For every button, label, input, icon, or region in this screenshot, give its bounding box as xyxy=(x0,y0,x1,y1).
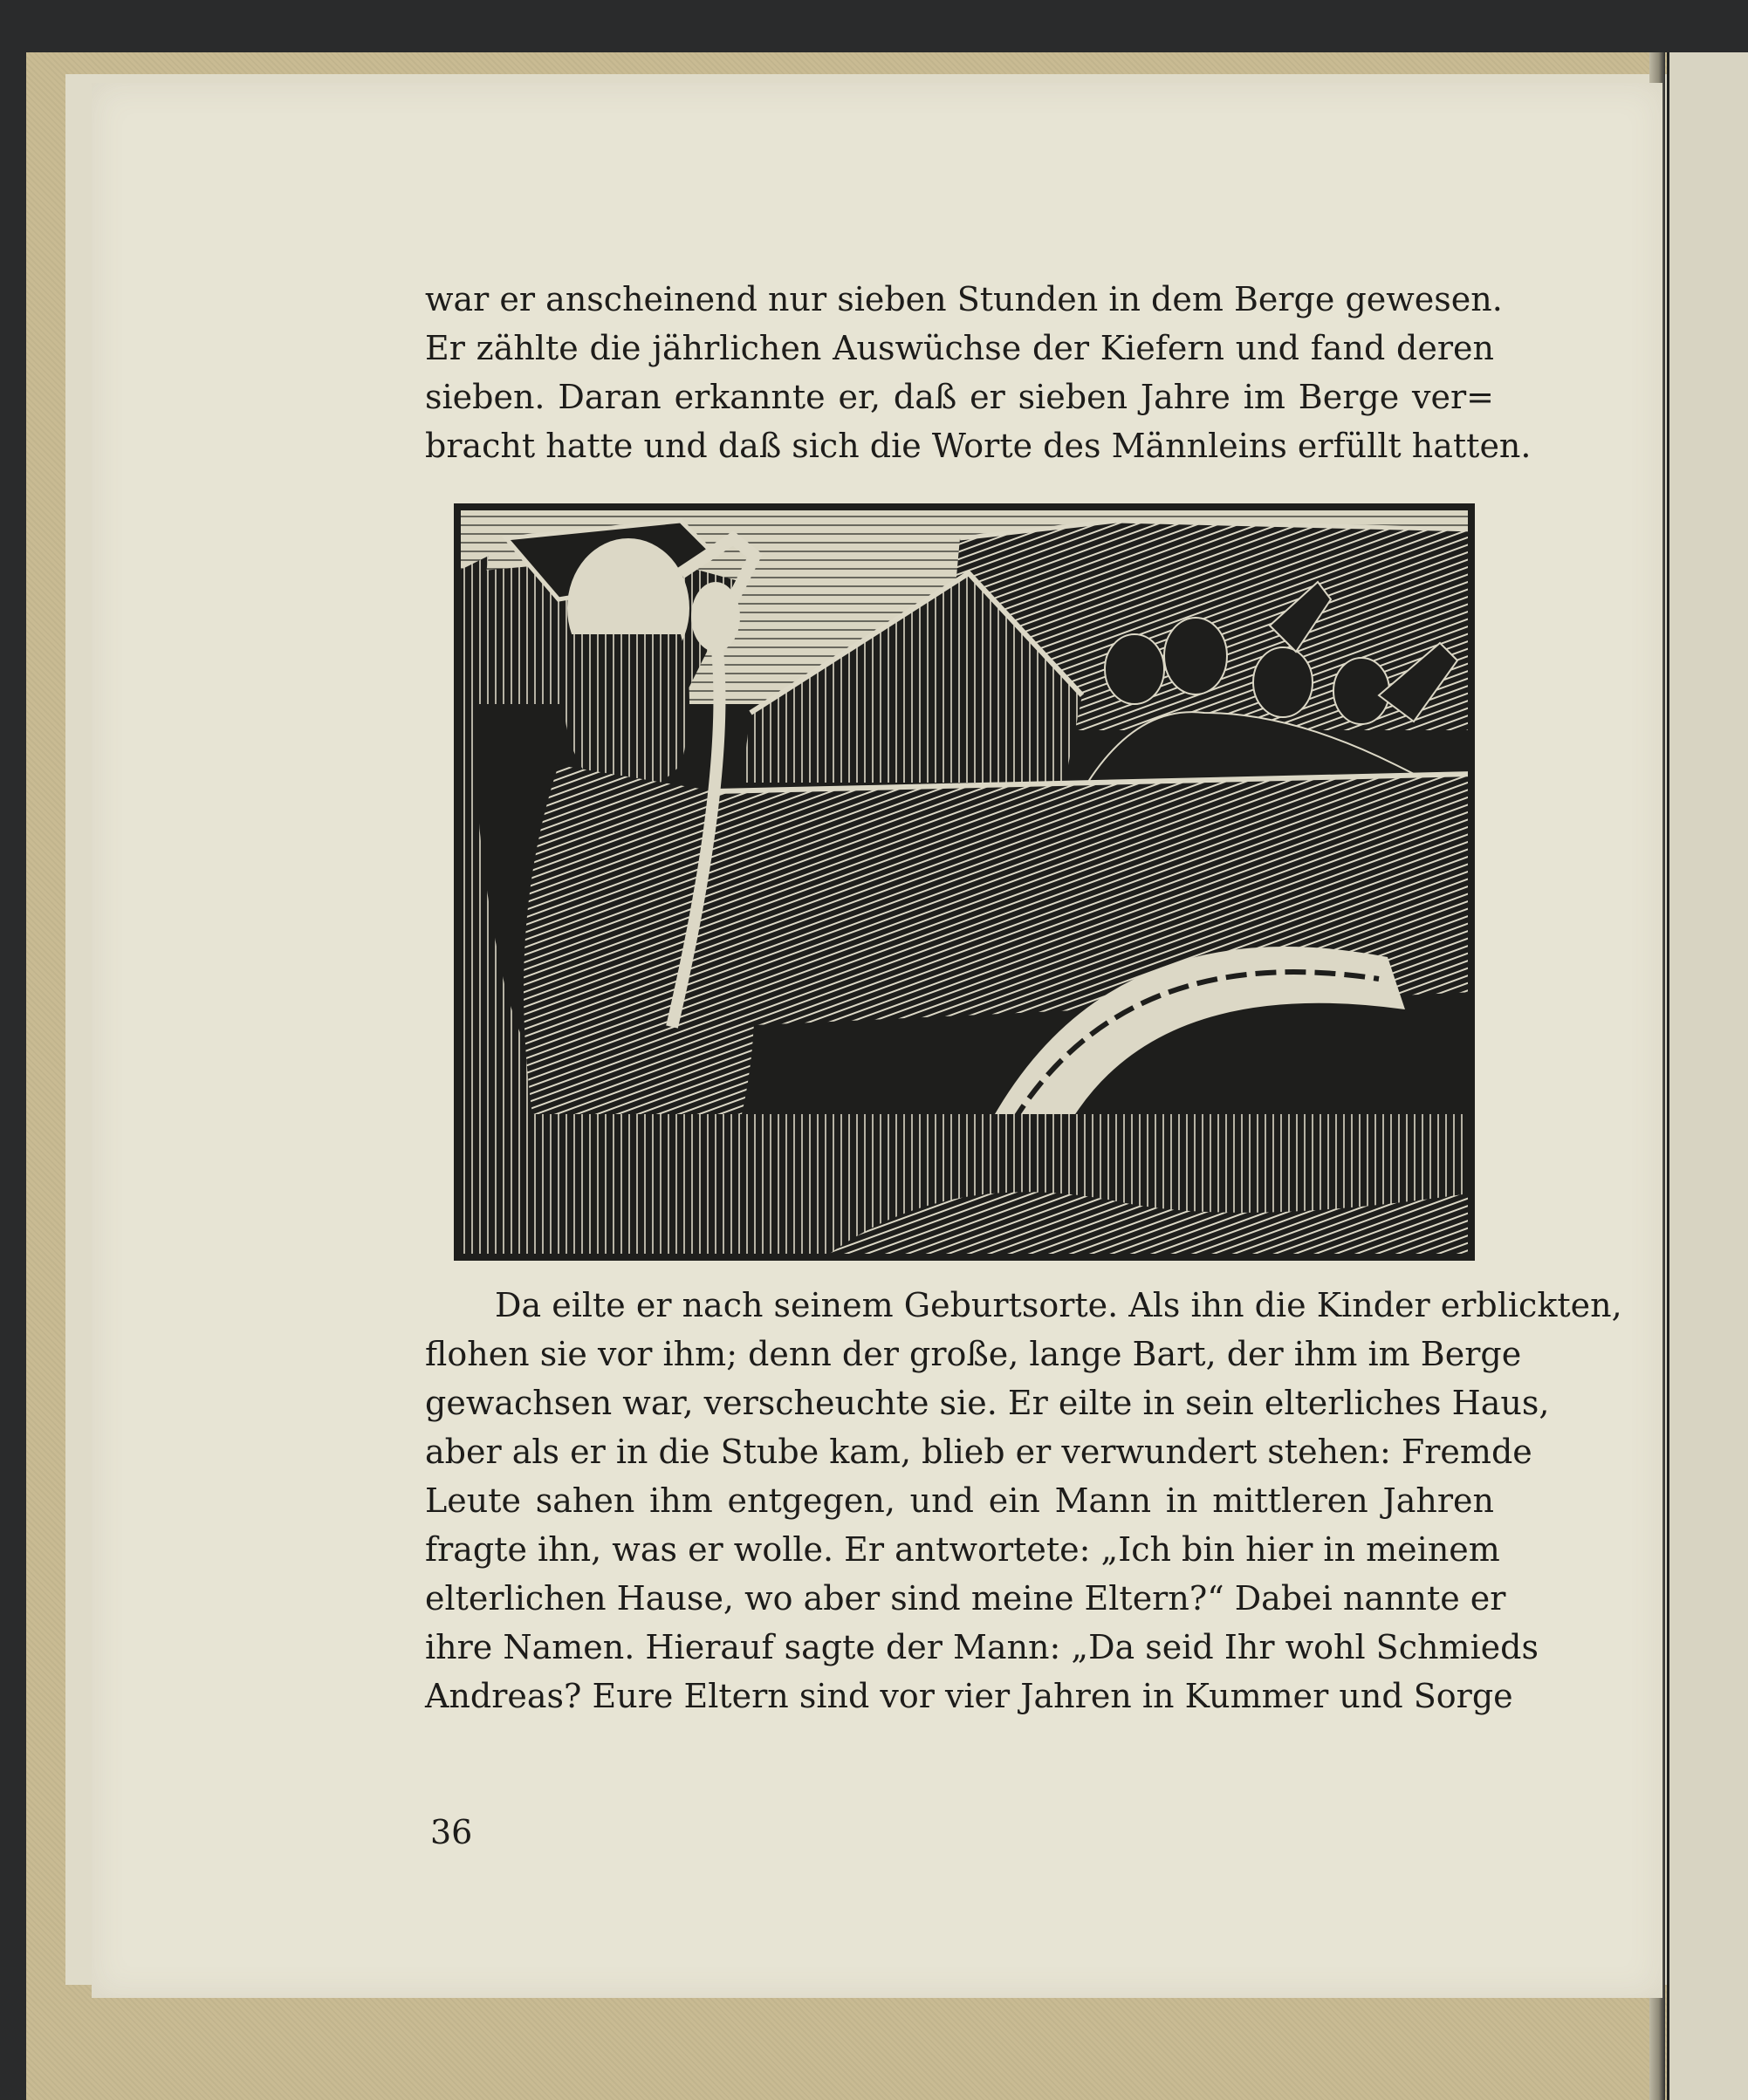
bottom-paragraph xyxy=(425,1281,1622,1720)
text-line: elterlichen Hause, wo aber sind meine Eltern?“ Dabei nannte er xyxy=(425,1579,1506,1618)
text-line: Er zählte die jährlichen Auswüchse der Kiefern und fand deren xyxy=(425,329,1494,367)
text-line: ihre Namen. Hierauf sagte der Mann: „Da seid Ihr wohl Schmieds xyxy=(425,1628,1539,1666)
text-line: Andreas? Eure Eltern sind vor vier Jahren in Kummer und Sorge xyxy=(425,1677,1513,1715)
text-line: aber als er in die Stube kam, blieb er verwundert stehen: Fremde xyxy=(425,1433,1532,1471)
text-line: sieben. Daran erkannte er, daß er sieben Jahre im Berge ver= xyxy=(425,378,1494,416)
text-line: war er anscheinend nur sieben Stunden in dem Berge gewesen. xyxy=(425,280,1503,318)
woodcut-illustration xyxy=(454,503,1475,1261)
facing-page-edge xyxy=(1667,52,1748,2100)
text-line: fragte ihn, was er wolle. Er antwortete: „Ich bin hier in meinem xyxy=(425,1530,1500,1569)
text-line: gewachsen war, verscheuchte sie. Er eilte in sein elterliches Haus, xyxy=(425,1384,1550,1422)
text-line: Da eilte er nach seinem Geburtsorte. Als ihn die Kinder erblickten, xyxy=(495,1286,1622,1324)
woodcut-artwork xyxy=(454,503,1475,1261)
text-line: flohen sie vor ihm; denn der große, lange Bart, der ihm im Berge xyxy=(425,1335,1522,1373)
text-line: bracht hatte und daß sich die Worte des Männleins erfüllt hatten. xyxy=(425,427,1532,465)
page-number: 36 xyxy=(430,1813,473,1851)
text-line: Leute sahen ihm entgegen, und ein Mann in mittleren Jahren xyxy=(425,1481,1494,1520)
top-paragraph xyxy=(425,275,1532,470)
